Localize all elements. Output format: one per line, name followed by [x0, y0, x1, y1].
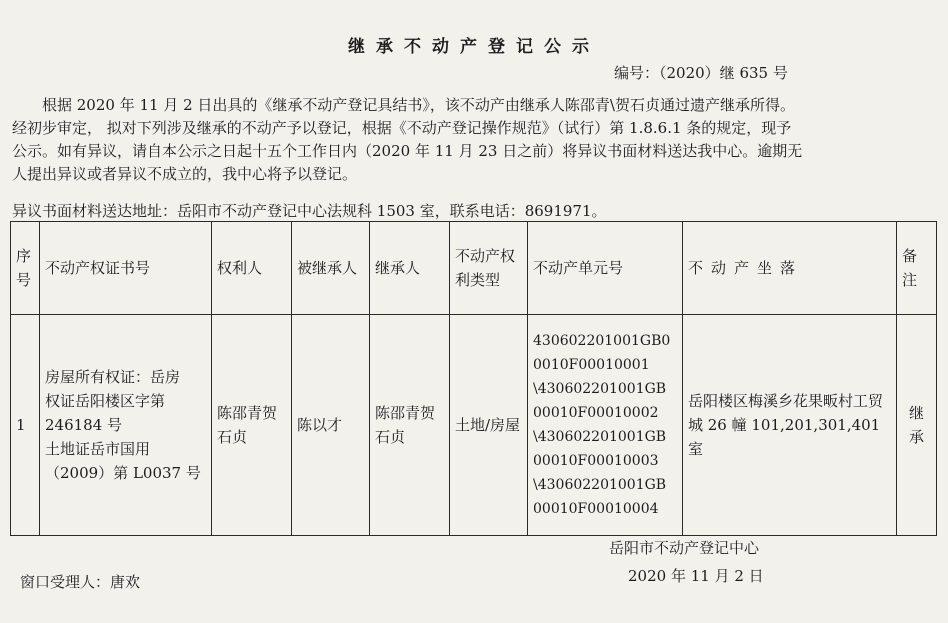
unit-line: 00010F00010004	[533, 501, 659, 517]
cert-line: 房屋所有权证：岳房	[45, 368, 181, 386]
unit-line: \430602201001GB	[533, 429, 667, 445]
cell-cert	[40, 315, 212, 536]
body-line: 人提出异议或者异议不成立的，我中心将予以登记。	[12, 165, 358, 183]
unit-line: 430602201001GB0	[533, 333, 671, 349]
table-row	[11, 315, 937, 536]
unit-line: \430602201001GB	[533, 381, 667, 397]
objection-address: 异议书面材料送达地址：岳阳市不动产登记中心法规科 1503 室，联系电话：8691971。	[12, 202, 607, 220]
unit-line: 0010F00010001	[533, 357, 650, 373]
body-line: 根据 2020 年 11 月 2 日出具的《继承不动产登记具结书》，该不动产由继承人陈邵青\贺石贞通过遗产继承所得。	[42, 96, 795, 114]
cell-location: 岳阳楼区梅溪乡花果畈村工贸城 26 幢 101,201,301,401 室	[683, 315, 897, 536]
notice-body	[12, 94, 934, 186]
cert-line: 权证岳阳楼区字第	[45, 392, 166, 410]
header-location: 不动产坐落	[683, 222, 897, 315]
body-line: 公示。如有异议，请自本公示之日起十五个工作日内（2020 年 11 月 23 日之前）将异议书面材料送达我中心。逾期无	[12, 142, 803, 160]
cell-seq: 1	[11, 315, 40, 536]
unit-line: 00010F00010002	[533, 405, 659, 421]
cert-line: （2009）第 L0037 号	[45, 464, 201, 482]
header-right-type: 不动产权利类型	[450, 222, 528, 315]
table-header-row	[11, 222, 937, 315]
document-number: 编号：（2020）继 635 号	[614, 64, 788, 82]
issuing-organization: 岳阳市不动产登记中心	[609, 539, 760, 557]
cell-unit	[528, 315, 683, 536]
cell-decedent: 陈以才	[292, 315, 370, 536]
unit-line: 00010F00010003	[533, 453, 659, 469]
cert-line: 246184 号	[45, 416, 123, 434]
property-table	[10, 221, 937, 536]
header-holder: 权利人	[212, 222, 292, 315]
header-decedent: 被继承人	[292, 222, 370, 315]
header-unit: 不动产单元号	[528, 222, 683, 315]
header-cert: 不动产权证书号	[40, 222, 212, 315]
cell-remark: 继承	[897, 315, 937, 536]
header-remark: 备注	[897, 222, 937, 315]
unit-line: \430602201001GB	[533, 477, 667, 493]
body-line: 经初步审定， 拟对下列涉及继承的不动产予以登记，根据《不动产登记操作规范》（试行）第 1.8.6.1 条的规定，现予	[12, 119, 792, 137]
cell-holder: 陈邵青贺石贞	[212, 315, 292, 536]
window-clerk: 窗口受理人：唐欢	[20, 573, 141, 591]
issue-date: 2020 年 11 月 2 日	[628, 567, 764, 585]
cell-right-type: 土地/房屋	[450, 315, 528, 536]
header-heir: 继承人	[370, 222, 450, 315]
cert-line: 土地证岳市国用	[45, 440, 151, 458]
cell-heir: 陈邵青贺石贞	[370, 315, 450, 536]
header-seq: 序号	[11, 222, 40, 315]
page-title: 继承不动产登记公示	[348, 37, 600, 57]
